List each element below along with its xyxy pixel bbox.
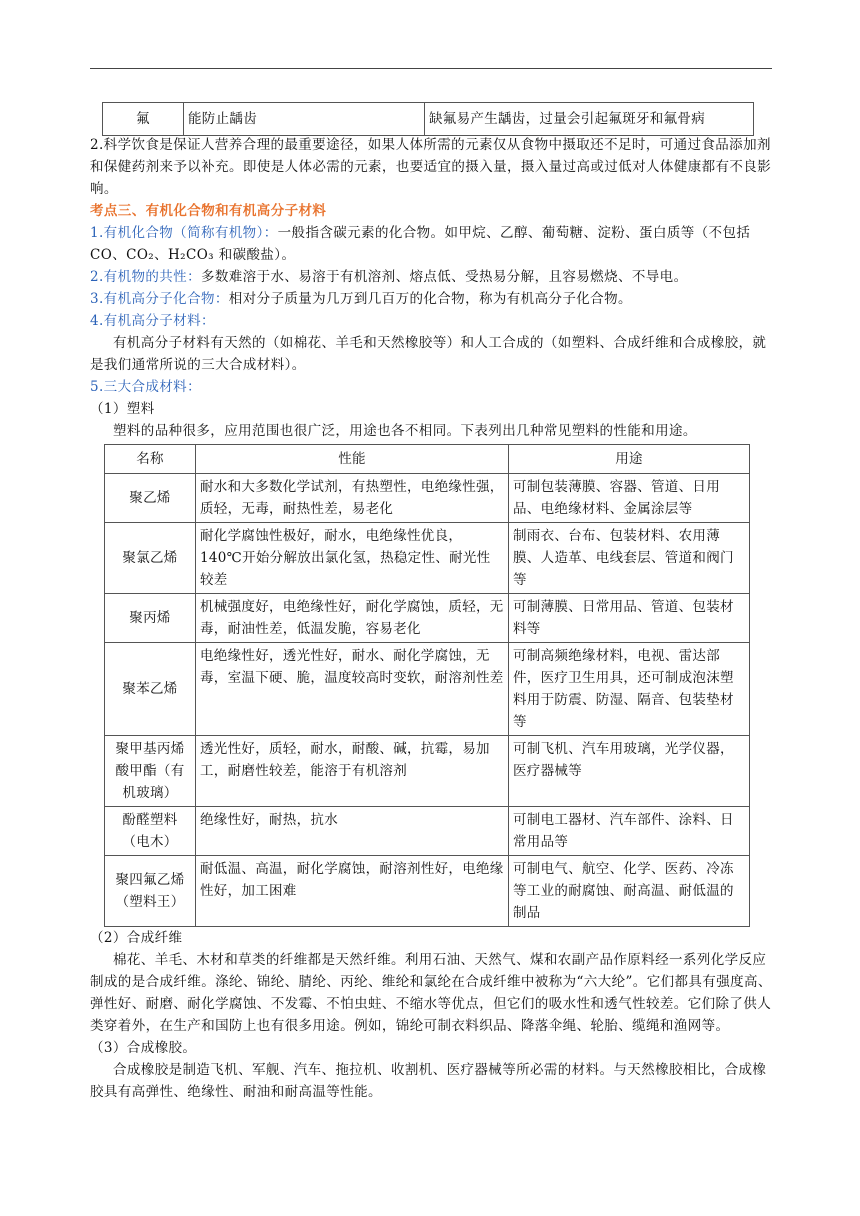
header-name: 名称	[105, 445, 196, 474]
use-cell: 可制包装薄膜、容器、管道、日用品、电绝缘材料、金属涂层等	[509, 474, 750, 523]
property-cell: 电绝缘性好，透光性好，耐水、耐化学腐蚀，无毒，室温下硬、脆，温度较高时变软，耐溶剂性差	[196, 643, 509, 736]
property-cell: 绝缘性好，耐热，抗水	[196, 807, 509, 856]
point-1-heading: 1.有机化合物（简称有机物）：	[90, 225, 278, 241]
name-cell: 聚甲基丙烯酸甲酯（有机玻璃）	[105, 736, 196, 807]
point-2-text: 多数难溶于水、易溶于有机溶剂、熔点低、受热易分解，且容易燃烧、不导电。	[200, 269, 688, 285]
name-cell: 聚乙烯	[105, 474, 196, 523]
section-title: 考点三、有机化合物和有机高分子材料	[90, 203, 327, 219]
plastics-table	[104, 444, 750, 927]
plastics-intro: 塑料的品种很多，应用范围也很广泛，用途也各不相同。下表列出几种常见塑料的性能和用途。	[113, 423, 697, 439]
use-cell: 制雨衣、台布、包装材料、农用薄膜、人造革、电线套层、管道和阀门等	[509, 523, 750, 594]
name-cell: 聚四氟乙烯（塑料王）	[105, 856, 196, 927]
fiber-text: 棉花、羊毛、木材和草类的纤维都是天然纤维。利用石油、天然气、煤和农副产品作原料经一系列化学反应制成的是合成纤维。涤纶、锦纶、腈纶、丙纶、维纶和氯纶在合成纤维中被称为“六大纶”。它们都具有强度高、弹性好、耐磨、耐化学腐蚀、不发霉、不怕虫蛀、不缩水等优点，但它们的吸水性和透气性较差。它们除了供人类穿着外，在生产和国防上也有很多用途。例如，锦纶可制衣料织品、降落伞绳、轮胎、缆绳和渔网等。	[90, 952, 772, 1034]
table-header-row	[105, 445, 750, 474]
table-row	[105, 643, 750, 736]
plastics-subtitle: （1）塑料	[90, 401, 155, 417]
fluorine-table	[102, 102, 754, 136]
point-3-text: 相对分子质量为几万到几百万的化合物，称为有机高分子化合物。	[228, 291, 632, 307]
use-cell: 可制飞机、汽车用玻璃，光学仪器，医疗器械等	[509, 736, 750, 807]
property-cell: 透光性好，质轻，耐水，耐酸、碱，抗霉，易加工，耐磨性较差，能溶于有机溶剂	[196, 736, 509, 807]
point-3	[90, 288, 772, 310]
header-rule	[90, 68, 772, 69]
property-cell: 耐低温、高温，耐化学腐蚀，耐溶剂性好，电绝缘性好，加工困难	[196, 856, 509, 927]
point-1-text: 一般指含碳元素的化合物。如甲烷、乙醇、葡萄糖、淀粉、蛋白质等（不包括 CO、CO₂、H₂CO₃ 和碳酸盐）。	[90, 225, 751, 263]
rubber-text: 合成橡胶是制造飞机、军舰、汽车、拖拉机、收割机、医疗器械等所必需的材料。与天然橡胶相比，合成橡胶具有高弹性、绝缘性、耐油和耐高温等性能。	[90, 1062, 767, 1100]
point-2	[90, 266, 772, 288]
use-cell: 可制电工器材、汽车部件、涂料、日常用品等	[509, 807, 750, 856]
diet-paragraph: 2.科学饮食是保证人营养合理的最重要途径，如果人体所需的元素仅从食物中摄取还不足时，可通过食品添加剂和保健药剂来予以补充。即使是人体必需的元素，也要适宜的摄入量，摄入量过高或过低对人体健康都有不良影响。	[90, 137, 772, 197]
point-5-heading: 5.三大合成材料：	[90, 379, 201, 395]
fiber-subtitle: （2）合成纤维	[90, 930, 183, 946]
header-property: 性能	[196, 445, 509, 474]
function-cell: 能防止龋齿	[184, 103, 425, 136]
table-row	[105, 736, 750, 807]
point-4-heading: 4.有机高分子材料：	[90, 313, 215, 329]
effect-cell: 缺氟易产生龋齿，过量会引起氟斑牙和氟骨病	[425, 103, 754, 136]
use-cell: 可制薄膜、日常用品、管道、包装材料等	[509, 594, 750, 643]
property-cell: 机械强度好，电绝缘性好，耐化学腐蚀，质轻，无毒，耐油性差，低温发脆，容易老化	[196, 594, 509, 643]
table-row	[105, 807, 750, 856]
name-cell: 酚醛塑料（电木）	[105, 807, 196, 856]
point-3-heading: 3.有机高分子化合物：	[90, 291, 229, 307]
use-cell: 可制高频绝缘材料，电视、雷达部件，医疗卫生用具，还可制成泡沫塑料用于防震、防湿、隔音、包装垫材等	[509, 643, 750, 736]
element-cell: 氟	[103, 103, 184, 136]
property-cell: 耐水和大多数化学试剂，有热塑性，电绝缘性强，质轻，无毒，耐热性差，易老化	[196, 474, 509, 523]
property-cell: 耐化学腐蚀性极好，耐水，电绝缘性优良，140℃开始分解放出氯化氢，热稳定性、耐光性较差	[196, 523, 509, 594]
name-cell: 聚丙烯	[105, 594, 196, 643]
use-cell: 可制电气、航空、化学、医药、冷冻等工业的耐腐蚀、耐高温、耐低温的制品	[509, 856, 750, 927]
table-row	[105, 523, 750, 594]
name-cell: 聚苯乙烯	[105, 643, 196, 736]
table-row	[103, 103, 754, 136]
rubber-subtitle: （3）合成橡胶。	[90, 1040, 197, 1056]
point-1	[90, 222, 772, 266]
table-row	[105, 594, 750, 643]
table-row	[105, 474, 750, 523]
point-4-text: 有机高分子材料有天然的（如棉花、羊毛和天然橡胶等）和人工合成的（如塑料、合成纤维和合成橡胶，就是我们通常所说的三大合成材料）。	[90, 335, 767, 373]
document-body	[90, 134, 772, 1103]
header-use: 用途	[509, 445, 750, 474]
point-2-heading: 2.有机物的共性：	[90, 269, 201, 285]
name-cell: 聚氯乙烯	[105, 523, 196, 594]
table-row	[105, 856, 750, 927]
